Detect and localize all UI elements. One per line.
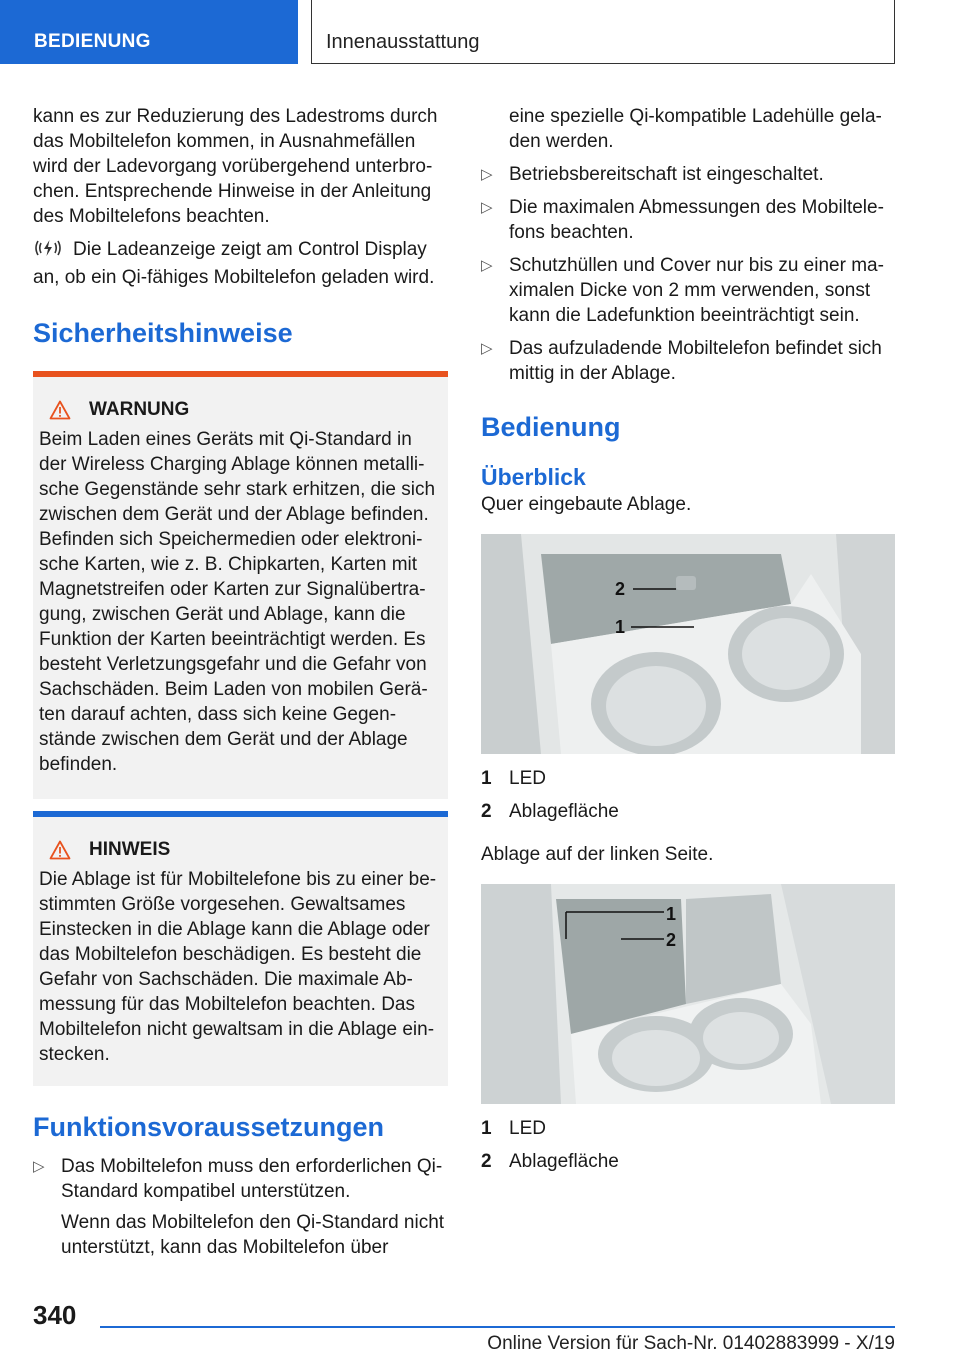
legend-item: 1 LED xyxy=(481,1118,546,1139)
bullet-triangle-icon: ▷ xyxy=(481,340,493,357)
list-item: ▷ Schutzhüllen und Cover nur bis zu einer maximalen Dicke von 2 mm verwenden, sonst kann die Ladefunktion beeinträchtigt sein. xyxy=(481,255,884,326)
safety-heading: Sicherheitshinweise xyxy=(33,318,293,348)
legend-transverse xyxy=(481,766,895,824)
list-item: ▷ Die maximalen Abmessungen des Mobiltelefons beachten. xyxy=(481,197,884,243)
warning-box xyxy=(33,371,448,799)
callout-2: 2 xyxy=(615,579,626,599)
note-text: Die Ablage ist für Mobiltelefone bis zu einer bestimmten Größe vorgesehen. Gewaltsames Einstecken in die Ablage kann die Ablage oder das Mobiltelefon beschädigen. Es besteht die Gefahr von Sachschäden. Die maximale Abmessung für das Mobiltelefon beachten. Das Mobiltelefon nicht gewaltsam in die Ablage einstecken. xyxy=(39,869,437,1065)
charging-indicator-icon xyxy=(33,238,63,265)
note-label: HINWEIS xyxy=(89,839,171,860)
bullet-triangle-icon: ▷ xyxy=(33,1158,45,1175)
overview-heading: Überblick xyxy=(481,464,586,490)
chapter-title: Innenausstattung xyxy=(311,0,895,64)
requirement-continuation: Wenn das Mobiltelefon den Qi-Standard nicht unterstützt, kann das Mobiltelefon über xyxy=(61,1212,445,1258)
operation-heading: Bedienung xyxy=(481,412,621,442)
section-tab: BEDIENUNG xyxy=(0,0,298,64)
page-number: 340 xyxy=(33,1300,77,1330)
note-triangle-icon xyxy=(49,840,71,860)
note-box xyxy=(33,811,448,1086)
warning-label: WARNUNG xyxy=(89,399,190,420)
footer-text: Online Version für Sach-Nr. 01402883999 - X/19 xyxy=(487,1333,895,1354)
legend-left-side xyxy=(481,1116,895,1174)
intro-paragraph: kann es zur Reduzierung des Ladestroms durch das Mobiltelefon kommen, in Ausnahmefällen wird der Ladevorgang vorübergehend unterbrochen. Entsprechende Hinweise in der Anleitung des Mobiltelefons beachten. xyxy=(33,106,438,227)
warning-text: Beim Laden eines Geräts mit Qi-Standard in der Wireless Charging Ablage können metallische Gegenstände sehr stark erhitzen, die sich zwischen dem Gerät und der Ablage befinden. Befinden sich Speichermedien oder elektronische Karten, wie z. B. Chipkarten, Karten mit Magnetstreifen oder Karten zur Signalübertragung, zwischen Gerät und Ablage, kann die Funktion der Karten beeinträchtigt werden. Es besteht Verletzungsgefahr und die Gefahr von Sachschäden. Beim Laden von mobilen Geräten darauf achten, dass sich keine Gegenstände zwischen dem Gerät und der Ablage befinden. xyxy=(39,429,436,775)
warning-header xyxy=(39,397,442,423)
legend-item: 2 Ablagefläche xyxy=(481,1151,619,1172)
callout-1: 1 xyxy=(666,904,677,924)
list-item: ▷ Betriebsbereitschaft ist eingeschaltet. xyxy=(481,164,824,185)
legend-item: 1 LED xyxy=(481,768,546,789)
photo-transverse-tray xyxy=(481,534,895,754)
bullet-triangle-icon: ▷ xyxy=(481,199,493,216)
continued-text: eine spezielle Qi-kompatible Ladehülle geladen werden. xyxy=(509,106,882,152)
caption-left-side: Ablage auf der linken Seite. xyxy=(481,844,714,865)
indicator-paragraph: Die Ladeanzeige zeigt am Control Display an, ob ein Qi-fähiges Mobiltelefon geladen wird. xyxy=(33,239,435,288)
requirements-heading: Funktionsvoraussetzungen xyxy=(33,1112,385,1142)
bullet-triangle-icon: ▷ xyxy=(481,257,493,274)
bullet-triangle-icon: ▷ xyxy=(481,166,493,183)
list-item: ▷ Das Mobiltelefon muss den erforderlichen Qi-Standard kompatibel unterstützen. xyxy=(33,1156,443,1202)
list-item: ▷ Das aufzuladende Mobiltelefon befindet sich mittig in der Ablage. xyxy=(481,338,882,384)
callout-1: 1 xyxy=(615,617,626,637)
callout-2: 2 xyxy=(666,930,677,950)
legend-item: 2 Ablagefläche xyxy=(481,801,619,822)
note-header xyxy=(39,837,442,863)
footer-divider xyxy=(100,1326,895,1328)
left-column xyxy=(33,104,448,1260)
caption-transverse: Quer eingebaute Ablage. xyxy=(481,494,692,515)
right-column xyxy=(481,104,895,1174)
warning-triangle-icon xyxy=(49,400,71,420)
photo-left-side-tray xyxy=(481,884,895,1104)
